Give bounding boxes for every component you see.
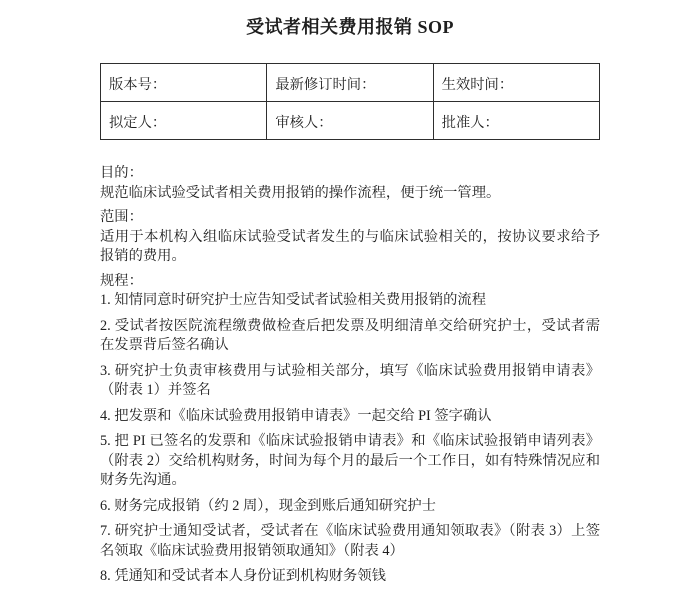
approver-cell: 批准人： <box>433 102 599 140</box>
reviewer-cell: 审核人： <box>267 102 433 140</box>
revision-time-cell: 最新修订时间： <box>267 64 433 102</box>
version-number-cell: 版本号： <box>101 64 267 102</box>
procedure-step-1: 1. 知情同意时研究护士应告知受试者试验相关费用报销的流程 <box>100 292 487 308</box>
version-info-table <box>100 63 600 140</box>
procedure-step-4: 4. 把发票和《临床试验费用报销申请表》一起交给 PI 签字确认 <box>100 407 492 424</box>
paragraph: 规范临床试验受试者相关费用报销的操作流程，便于统一管理。 <box>100 184 501 201</box>
section-heading: 目的： <box>100 165 143 181</box>
procedure-step-2: 2. 受试者按医院流程缴费做检查后把发票及明细清单交给研究护士，受试者需在发票背后签名确认 <box>100 317 600 353</box>
effective-time-cell: 生效时间： <box>433 64 599 102</box>
section-scope <box>100 208 600 267</box>
procedure-step-7: 7. 研究护士通知受试者，受试者在《临床试验费用通知领取表》（附表 3）上签名领取《临床试验费用报销领取通知》（附表 4） <box>100 523 600 559</box>
document-title: 受试者相关费用报销 SOP <box>245 17 454 37</box>
table-row <box>101 102 600 140</box>
table-row <box>101 64 600 102</box>
drafter-cell: 拟定人： <box>101 102 267 140</box>
procedure-step-6: 6. 财务完成报销（约 2 周），现金到账后通知研究护士 <box>100 497 436 514</box>
procedure-step-5: 5. 把 PI 已签名的发票和《临床试验报销申请表》和《临床试验报销申请列表》（附表 2）交给机构财务，时间为每个月的最后一个工作日，如有特殊情况应和财务先沟通。 <box>100 433 600 488</box>
document-body <box>0 140 700 587</box>
procedure-step-3: 3. 研究护士负责审核费用与试验相关部分，填写《临床试验费用报销申请表》（附表 1）并签名 <box>100 362 600 398</box>
section-heading: 规程： <box>100 272 143 289</box>
section-heading: 范围： <box>100 209 143 225</box>
section-procedure <box>100 272 600 587</box>
paragraph: 适用于本机构入组临床试验受试者发生的与临床试验相关的，按协议要求给予报销的费用。 <box>100 228 600 264</box>
procedure-step-8: 8. 凭通知和受试者本人身份证到机构财务领钱 <box>100 568 386 584</box>
section-purpose <box>100 164 600 203</box>
